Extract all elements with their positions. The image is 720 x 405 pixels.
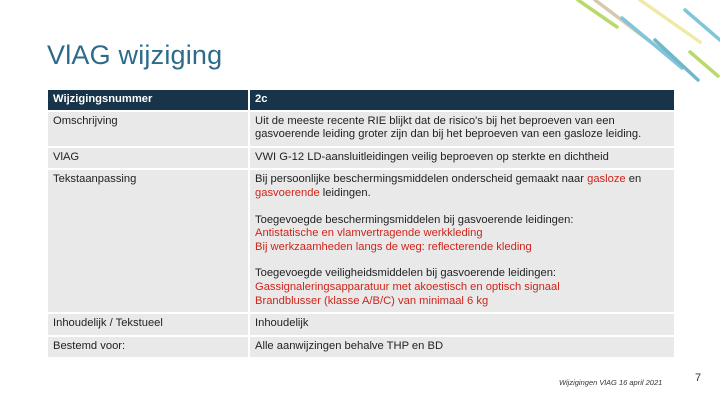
text-paragraph-2 <box>255 214 669 255</box>
text-plain: leidingen. <box>319 186 371 199</box>
text-plain: Toegevoegde veiligheidsmiddelen bij gasvoerende leidingen: <box>255 267 557 280</box>
row-value: VWI G-12 LD-aansluitleidingen veilig beproeven op sterkte en dichtheid <box>250 148 674 169</box>
row-label: Bestemd voor: <box>48 337 250 358</box>
row-label: VlAG <box>48 148 250 169</box>
table-row-vlag <box>48 148 674 169</box>
decor-line-3 <box>622 18 682 68</box>
text-highlight: gasvoerende <box>255 186 320 199</box>
row-label: Omschrijving <box>48 112 250 146</box>
table-row-tekstaanpassing <box>48 170 674 312</box>
decor-line-4 <box>640 0 700 42</box>
text-highlight: Brandblusser (klasse A/B/C) van minimaal 6 kg <box>255 294 489 307</box>
change-table <box>48 88 674 359</box>
row-value <box>250 170 674 312</box>
page-number: 7 <box>695 372 702 384</box>
text-highlight: Gassignaleringsapparatuur met akoestisch en optisch signaal <box>255 280 560 293</box>
decor-line-5 <box>655 40 698 80</box>
table-row-inhoudelijk <box>48 314 674 335</box>
text-highlight: gasloze <box>587 173 626 186</box>
table-header-row <box>48 90 674 110</box>
row-value: Inhoudelijk <box>250 314 674 335</box>
text-highlight: Bij werkzaamheden langs de weg: reflecterende kleding <box>255 240 532 253</box>
text-highlight: Antistatische en vlamvertragende werkkleding <box>255 227 483 240</box>
header-label: Wijzigingsnummer <box>48 90 250 110</box>
text-paragraph-1 <box>255 173 669 200</box>
footer-note: Wijzigingen VlAG 16 april 2021 <box>559 378 663 387</box>
decor-line-1 <box>578 0 617 27</box>
row-label: Tekstaanpassing <box>48 170 250 312</box>
row-label: Inhoudelijk / Tekstueel <box>48 314 250 335</box>
row-value: Alle aanwijzingen behalve THP en BD <box>250 337 674 358</box>
text-plain: en <box>625 173 642 186</box>
header-value: 2c <box>250 90 674 110</box>
table-row-bestemd <box>48 337 674 358</box>
text-plain: Bij persoonlijke beschermingsmiddelen onderscheid gemaakt naar <box>255 173 588 186</box>
text-paragraph-3 <box>255 267 669 308</box>
decor-line-6 <box>685 10 720 40</box>
slide-title: VlAG wijziging <box>47 40 223 70</box>
decor-line-2 <box>595 0 668 55</box>
table-row-omschrijving <box>48 112 674 146</box>
row-value: Uit de meeste recente RIE blijkt dat de risico's bij het beproeven van een gasvoerende leiding groter zijn dan bij het beproeven van een gasloze leiding. <box>250 112 674 146</box>
text-plain: Toegevoegde beschermingsmiddelen bij gasvoerende leidingen: <box>255 213 574 226</box>
decor-line-7 <box>690 52 718 76</box>
